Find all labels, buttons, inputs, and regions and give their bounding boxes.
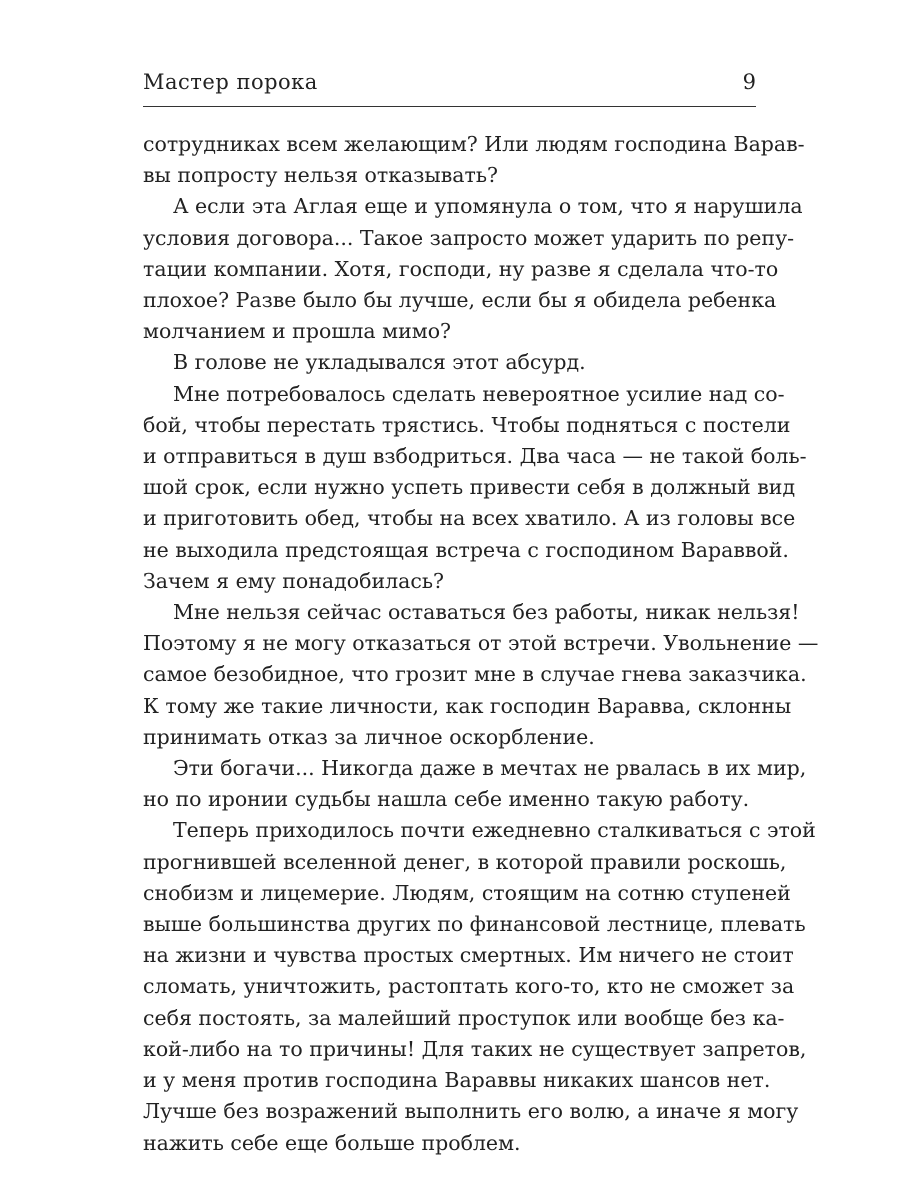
text-line: себя постоять, за малейший проступок или вообще без ка-: [143, 1005, 785, 1030]
paragraph: [143, 347, 756, 378]
text-line: вы попросту нельзя отказывать?: [143, 163, 498, 188]
text-line: и у меня против господина Вараввы никаких шансов нет.: [143, 1068, 771, 1093]
paragraph: [143, 129, 805, 191]
text-line: Лучше без возражений выполнить его волю, а иначе я могу: [143, 1099, 799, 1124]
body-text: [143, 129, 819, 1159]
text-line: Теперь приходилось почти ежедневно сталкиваться с этой: [173, 818, 816, 843]
text-line: К тому же такие личности, как господин Варавва, склонны: [143, 693, 792, 718]
page-header: [143, 66, 756, 106]
text-line: плохое? Разве было бы лучше, если бы я обидела ребенка: [143, 288, 777, 313]
page-number: 9: [742, 70, 756, 94]
text-line: прогнившей вселенной денег, в которой правили роскошь,: [143, 849, 787, 874]
text-line: Поэтому я не могу отказаться от этой встречи. Увольнение —: [143, 631, 819, 656]
paragraph: [143, 597, 819, 753]
text-line: тации компании. Хотя, господи, ну разве я сделала что-то: [143, 256, 779, 281]
text-line: нажить себе еще больше проблем.: [143, 1130, 521, 1155]
text-line: условия договора... Такое запросто может ударить по репу-: [143, 225, 795, 250]
paragraph: [143, 191, 803, 347]
text-line: и приготовить обед, чтобы на всех хватило. А из головы все: [143, 506, 796, 531]
paragraph: [143, 379, 807, 597]
paragraph: [143, 815, 816, 1158]
text-line: и отправиться в душ взбодриться. Два часа — не такой боль-: [143, 444, 807, 469]
text-line: молчанием и прошла мимо?: [143, 319, 452, 344]
text-line: на жизни и чувства простых смертных. Им ничего не стоит: [143, 943, 794, 968]
header-rule: [143, 106, 756, 107]
running-title: Мастер порока: [143, 70, 318, 94]
text-line: бой, чтобы перестать трястись. Чтобы подняться с постели: [143, 412, 791, 437]
text-line: В голове не укладывался этот абсурд.: [173, 350, 586, 375]
text-line: Мне нельзя сейчас оставаться без работы, никак нельзя!: [173, 600, 800, 625]
text-line: снобизм и лицемерие. Людям, стоящим на сотню ступеней: [143, 880, 791, 905]
text-line: сотрудниках всем желающим? Или людям господина Варав-: [143, 132, 805, 156]
text-line: шой срок, если нужно успеть привести себя в должный вид: [143, 475, 796, 500]
text-line: Зачем я ему понадобилась?: [143, 568, 444, 593]
text-line: Мне потребовалось сделать невероятное усилие над со-: [173, 381, 785, 406]
text-line: самое безобидное, что грозит мне в случае гнева заказчика.: [143, 662, 807, 687]
text-line: не выходила предстоящая встреча с господином Вараввой.: [143, 537, 789, 562]
text-line: но по иронии судьбы нашла себе именно такую работу.: [143, 787, 750, 812]
paragraph: [143, 753, 807, 815]
text-line: сломать, уничтожить, растоптать кого-то, кто не сможет за: [143, 974, 795, 999]
text-line: Эти богачи... Никогда даже в мечтах не рвалась в их мир,: [173, 756, 807, 781]
text-line: принимать отказ за личное оскорбление.: [143, 724, 595, 749]
text-line: выше большинства других по финансовой лестнице, плевать: [143, 912, 806, 937]
text-line: кой-либо на то причины! Для таких не существует запретов,: [143, 1036, 807, 1061]
text-line: А если эта Аглая еще и упомянула о том, что я нарушила: [173, 194, 803, 219]
